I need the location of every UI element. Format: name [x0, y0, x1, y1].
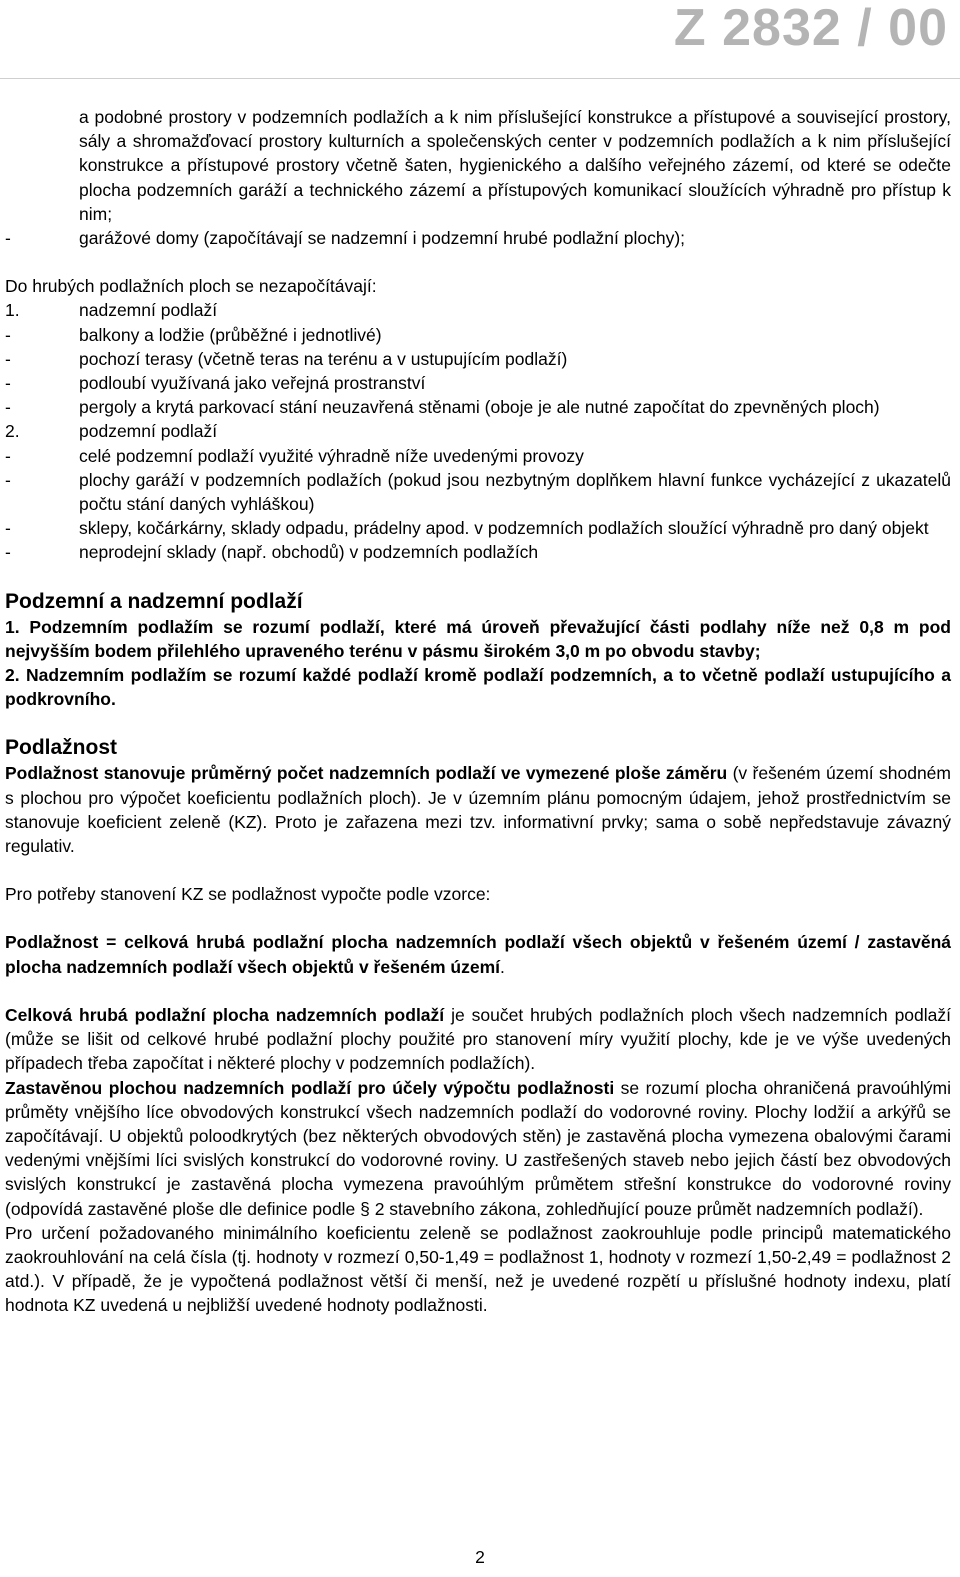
list-dash: - [5, 348, 11, 369]
list-dash: - [5, 324, 11, 345]
list-item [5, 323, 951, 347]
storeys-formula [5, 930, 951, 978]
list-item-text: pergoly a krytá parkovací stání neuzavřená stěnami (oboje je ale nutné započítat do zpevněných ploch) [79, 397, 880, 418]
list-dash: - [5, 469, 11, 490]
list-item [5, 444, 951, 468]
storeys-paragraph-5: Pro určení požadovaného minimálního koeficientu zeleně se podlažnost zaokrouhluje podle principů matematického zaokrouhlování na celá čísla (tj. hodnoty v rozmezí 0,50-1,49 = podlažnost 1, hodnoty v rozmezí 1,50-2,49 = podlažnost 2 atd.). V případě, že je vypočtená podlažnost větší či menší, než je uvedené rozpětí u příslušné hodnoty indexu, platí hodnota KZ uvedená u nejbližší uvedené hodnoty podlažnosti. [5, 1222, 951, 1316]
storeys-paragraph-3 [5, 1003, 951, 1076]
group-title: podzemní podlaží [79, 421, 218, 442]
bold-lead: Zastavěnou plochou nadzemních podlaží pro účely výpočtu podlažnosti [5, 1077, 615, 1098]
list-item [5, 540, 951, 564]
list-item-text: plochy garáží v podzemních podlažích (pokud jsou nezbytným doplňkem hlavní funkce vycházející z ukazatelů počtu stání daných vyhláškou) [79, 469, 951, 515]
list-item [5, 516, 951, 540]
list-dash: - [5, 542, 11, 563]
section-heading-floors: Podzemní a nadzemní podlaží [5, 589, 303, 613]
formula-text: Podlažnost = celková hrubá podlažní plocha nadzemních podlaží všech objektů v řešeném území / zastavěná plocha nadzemních podlaží všech objektů v řešeném území [5, 932, 951, 977]
intro-continued-paragraph: a podobné prostory v podzemních podlažích a k nim příslušející konstrukce a přístupové a související prostory, sály a shromažďovací prostory kulturních a společenských center v podzemních podlažích a k nim příslušející konstrukce a přístupové prostory včetně šaten, hygienického a dalšího veřejného zázemí, od které se odečte plocha podzemních garáží a technického zázemí a přístupových komunikací sloužících výhradně pro přístup k nim; [79, 107, 951, 224]
storeys-paragraph-2: Pro potřeby stanovení KZ se podlažnost vypočte podle vzorce: [5, 884, 491, 905]
bold-lead: Podlažnost stanovuje průměrný počet nadzemních podlaží ve vymezené ploše záměru [5, 763, 728, 784]
floor-definition-2: 2. Nadzemním podlažím se rozumí každé podlaží kromě podlaží podzemních, a to včetně podlaží ustupujícího a podkrovního. [5, 665, 951, 710]
list-item-text: balkony a lodžie (průběžné i jednotlivé) [79, 324, 382, 345]
floor-definition-1: 1. Podzemním podlažím se rozumí podlaží, které má úroveň převažující části podlahy níže než 0,8 m pod nejvyšším bodem přilehlého upraveného terénu v pásmu širokém 3,0 m po obvodu stavby; [5, 616, 951, 661]
group-title: nadzemní podlaží [79, 300, 218, 321]
group-heading-2 [5, 419, 951, 443]
list-dash: - [5, 373, 11, 394]
list-item [5, 468, 951, 516]
section-heading-storeys: Podlažnost [5, 736, 118, 760]
page-number: 2 [475, 1547, 485, 1567]
group-heading-1 [5, 298, 951, 322]
page-content [5, 105, 951, 1318]
formula-period: . [500, 956, 505, 977]
list-item [5, 371, 951, 395]
list-dash: - [5, 518, 11, 539]
list-item [5, 347, 951, 371]
list-item-text: celé podzemní podlaží využité výhradně níže uvedenými provozy [79, 445, 584, 466]
storeys-paragraph-1 [5, 761, 951, 858]
bold-lead: Celková hrubá podlažní plocha nadzemních podlaží [5, 1004, 445, 1025]
list-dash: - [5, 397, 11, 418]
document-code: Z 2832 / 00 [673, 0, 948, 57]
group-number: 2. [5, 421, 20, 442]
list-dash: - [5, 445, 11, 466]
list-item-text: neprodejní sklady (např. obchodů) v podzemních podlažích [79, 542, 539, 563]
list-item-text: podloubí využívaná jako veřejná prostranství [79, 373, 426, 394]
group-number: 1. [5, 300, 20, 321]
paragraph-text: se rozumí plocha ohraničená pravoúhlými průměty vnějšího líce obvodových konstrukcí všech nadzemních podlaží do vodorovné roviny. Plochy lodžií a arkýřů se započítávají. U objektů poloodkrytých (bez některých obvodových stěn) je zastavěná plocha vymezena obalovými čarami vedenými vnějšími líci svislých konstrukcí do vodorovné roviny. U zastřešených staveb nebo jejich částí bez obvodových svislých konstrukcí je zastavěná plocha vymezena pravoúhlým průmětem střešní konstrukce do vodorovné roviny (odpovídá zastavěné ploše dle definice podle § 2 stavebního zákona, zohledňující pouze průmět nadzemních podlaží). [5, 1077, 951, 1219]
list-item-text: pochozí terasy (včetně teras na terénu a v ustupujícím podlaží) [79, 348, 568, 369]
list-item [5, 395, 951, 419]
excluded-heading: Do hrubých podlažních ploch se nezapočítávají: [5, 276, 377, 297]
list-item-text: garážové domy (započítávají se nadzemní i podzemní hrubé podlažní plochy); [79, 228, 686, 249]
paragraph-text: je součet hrubých podlažních ploch všech nadzemních podlaží (může se lišit od celkové hrubé podlažní plochy použité pro stanovení míry využití plochy, kde je ve výše uvedených případech třeba započítat i některé plochy v podzemních podlažích). [5, 1004, 951, 1074]
intro-list-item [5, 226, 951, 250]
header-rule [0, 78, 960, 79]
paragraph-text: (v řešeném území shodném s plochou pro výpočet koeficientu podlažních ploch). Je v územním plánu pomocným údajem, jehož prostřednictvím se stanovuje koeficient zeleně (KZ). Proto je zařazena mezi tzv. informativní prvky; sama o sobě nepředstavuje závazný regulativ. [5, 763, 951, 857]
list-item-text: sklepy, kočárkárny, sklady odpadu, prádelny apod. v podzemních podlažích sloužící výhradně pro daný objekt [79, 518, 929, 539]
storeys-paragraph-4 [5, 1076, 951, 1221]
list-dash: - [5, 228, 11, 249]
